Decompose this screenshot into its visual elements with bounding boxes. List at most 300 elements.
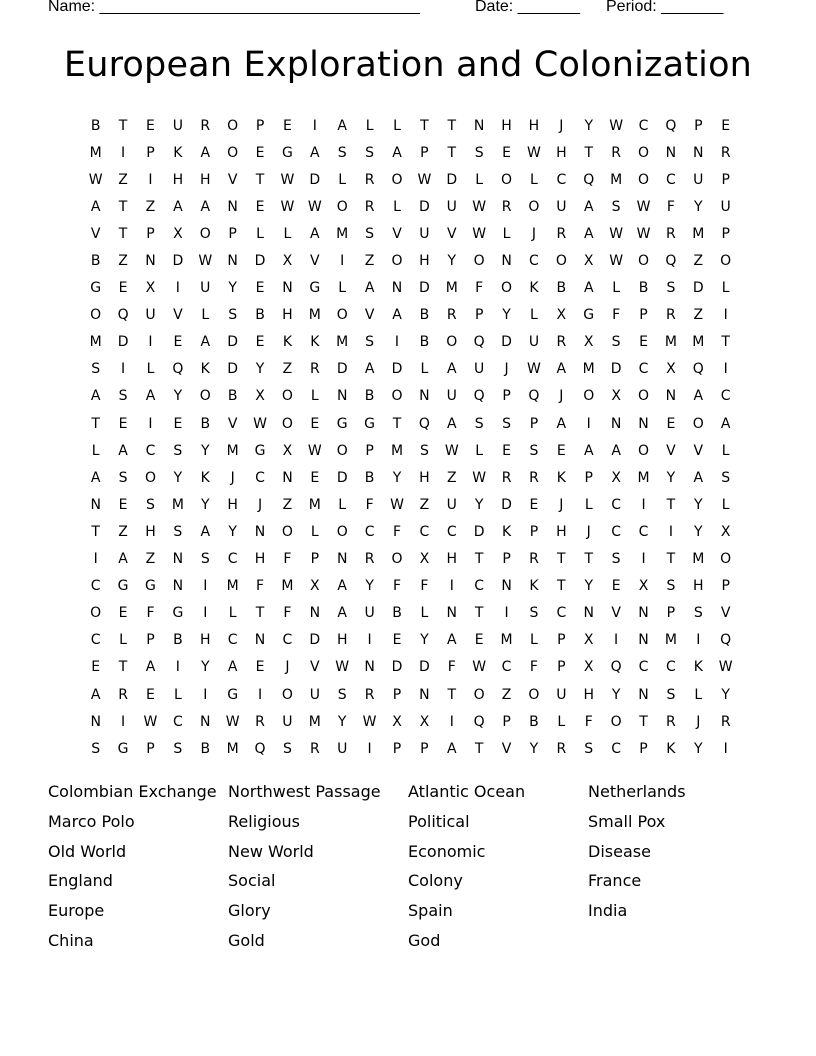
grid-letter: O [692,415,704,432]
grid-letter: Z [145,551,156,568]
grid-letter: D [501,496,512,513]
grid-letter: O [583,388,595,405]
grid-letter: W [307,442,322,459]
grid-letter: A [200,144,211,161]
grid-row [82,464,742,491]
grid-letter: N [665,144,677,161]
grid-letter: Y [200,496,210,513]
grid-letter: O [336,442,348,459]
grid-letter: L [721,442,730,459]
grid-letter: B [90,253,101,270]
grid-letter: O [637,253,650,270]
grid-letter: A [145,659,156,676]
grid-letter: P [146,632,155,649]
grid-letter: P [310,551,320,568]
grid-letter: W [198,253,213,270]
grid-letter: L [420,361,429,378]
grid-letter: A [583,442,594,459]
grid-letter: P [146,740,155,757]
grid-letter: U [693,171,704,188]
grid-letter: W [609,225,624,242]
grid-letter: E [611,578,621,595]
grid-letter: H [501,117,512,134]
grid-letter: J [285,659,290,676]
grid-letter: E [721,117,731,134]
grid-letter: U [446,198,457,215]
grid-letter: O [501,280,513,297]
grid-letter: I [696,632,701,649]
grid-letter: O [637,388,650,405]
grid-letter: K [529,578,539,595]
grid-letter: O [391,171,403,188]
grid-letter: Z [364,253,375,270]
grid-letter: V [310,659,320,676]
grid-letter: T [118,225,128,242]
grid-letter: W [362,713,377,730]
grid-letter: V [446,225,457,242]
grid-letter: I [723,307,728,324]
grid-letter: I [312,117,317,134]
grid-letter: C [556,171,567,188]
grid-letter: B [419,334,430,351]
grid-letter: P [502,713,511,730]
grid-letter: H [419,253,430,270]
grid-letter: C [666,659,676,676]
grid-letter: N [419,388,430,405]
grid-letter: R [255,713,265,730]
grid-letter: Y [200,442,210,459]
grid-letter: A [200,523,211,540]
grid-letter: P [721,171,730,188]
grid-letter: B [529,713,539,730]
grid-letter: S [365,225,375,242]
grid-letter: R [556,225,567,242]
grid-letter: X [255,388,265,405]
grid-letter: M [692,334,705,351]
grid-letter: S [666,578,676,595]
grid-letter: E [310,415,320,432]
grid-letter: E [118,280,128,297]
grid-letter: A [446,740,457,757]
grid-letter: I [148,171,153,188]
grid-letter: G [254,442,266,459]
grid-letter: D [418,280,430,297]
grid-letter: M [336,225,349,242]
grid-letter: I [641,551,646,568]
grid-letter: M [664,334,677,351]
grid-letter: Z [282,496,293,513]
grid-letter: B [227,388,238,405]
grid-letter: A [173,198,183,215]
word-list-item: Northwest Passage [228,782,381,801]
grid-letter: O [720,551,732,568]
grid-letter: A [200,198,211,215]
grid-letter: D [172,253,184,270]
grid-letter: A [364,280,375,297]
word-list-item: Religious [228,811,300,831]
grid-letter: J [559,388,564,405]
grid-letter: Q [418,415,430,432]
grid-letter: P [146,225,155,242]
grid-letter: S [91,740,101,757]
grid-letter: M [171,496,184,513]
grid-letter: Q [665,117,677,134]
grid-letter: W [609,253,624,270]
grid-letter: N [254,632,266,649]
grid-letter: F [612,307,621,324]
grid-letter: X [145,280,156,297]
grid-letter: P [502,551,511,568]
grid-letter: H [172,171,184,188]
grid-letter: K [173,144,183,161]
grid-letter: S [365,334,375,351]
grid-letter: N [501,253,512,270]
grid-letter: E [474,632,484,649]
grid-letter: I [203,578,208,595]
grid-letter: Z [693,253,704,270]
grid-letter: R [666,307,676,324]
grid-letter: A [310,225,320,242]
grid-letter: Z [446,469,457,486]
grid-letter: Q [692,361,704,378]
grid-letter: X [282,442,293,459]
grid-letter: L [228,605,237,622]
grid-letter: T [392,415,402,432]
grid-letter: R [556,740,567,757]
grid-letter: W [280,171,295,188]
word-list-item: China [48,930,94,950]
grid-letter: E [502,144,511,161]
grid-letter: O [336,523,348,540]
grid-letter: I [203,686,208,703]
grid-letter: A [227,659,238,676]
grid-letter: J [230,469,235,486]
grid-letter: P [502,388,511,405]
grid-letter: N [665,388,677,405]
name-field-label: Name: ____________________________________ [48,0,420,15]
grid-letter: C [227,551,238,568]
grid-row [82,329,742,356]
grid-letter: A [693,469,704,486]
grid-letter: B [556,280,567,297]
grid-letter: R [720,713,731,730]
grid-letter: A [611,442,621,459]
grid-letter: Y [502,307,511,324]
grid-letter: H [199,632,211,649]
grid-letter: U [556,686,567,703]
grid-letter: U [419,225,430,242]
grid-letter: W [280,198,295,215]
grid-letter: A [145,388,156,405]
grid-letter: C [364,523,375,540]
grid-letter: O [610,713,622,730]
grid-letter: O [281,523,293,540]
grid-letter: V [720,605,731,622]
grid-letter: P [529,415,539,432]
grid-letter: S [474,144,484,161]
grid-letter: I [723,740,728,757]
grid-letter: M [308,307,321,324]
grid-letter: W [472,225,487,242]
grid-letter: E [666,415,676,432]
grid-letter: E [146,117,155,134]
grid-letter: X [638,578,649,595]
header-fields [48,0,768,20]
grid-letter: M [692,225,705,242]
grid-letter: T [255,171,265,188]
grid-letter: Q [117,307,129,324]
grid-letter: W [472,659,487,676]
grid-letter: U [528,334,540,351]
grid-letter: O [144,469,156,486]
grid-letter: S [337,144,347,161]
grid-letter: Z [282,361,293,378]
grid-letter: T [474,605,484,622]
grid-letter: X [583,659,594,676]
grid-letter: B [638,280,649,297]
grid-letter: Z [118,523,128,540]
word-list-item: Spain [408,901,453,921]
grid-letter: E [502,442,511,459]
grid-letter: W [527,361,541,378]
grid-letter: C [638,361,649,378]
grid-letter: E [173,415,183,432]
grid-letter: L [173,686,182,703]
grid-letter: P [639,740,648,757]
grid-letter: T [447,144,457,161]
grid-letter: K [666,740,676,757]
grid-letter: R [309,361,320,378]
grid-letter: S [282,740,292,757]
grid-letter: B [255,307,265,324]
grid-row [82,220,742,247]
grid-letter: I [394,334,400,351]
grid-letter: N [172,551,184,568]
grid-letter: S [611,334,621,351]
grid-letter: C [474,578,485,595]
grid-letter: G [336,415,348,432]
grid-letter: P [228,225,237,242]
grid-row [82,166,742,193]
grid-letter: B [173,632,183,649]
grid-letter: L [283,225,292,242]
grid-letter: I [121,144,126,161]
grid-letter: C [611,740,621,757]
grid-letter: T [420,117,429,134]
grid-letter: E [255,198,265,215]
grid-letter: Q [583,171,595,188]
grid-letter: A [392,307,402,324]
grid-letter: S [200,551,210,568]
grid-letter: U [556,198,567,215]
grid-letter: F [584,713,593,730]
grid-letter: L [310,388,319,405]
grid-letter: O [199,225,211,242]
grid-letter: D [418,198,430,215]
grid-letter: F [283,551,292,568]
grid-letter: P [557,632,566,649]
grid-letter: E [173,334,183,351]
grid-letter: K [310,334,320,351]
word-list-item: New World [228,841,314,861]
grid-row [82,518,742,545]
grid-row [82,491,742,518]
grid-row [82,654,742,681]
grid-letter: A [720,415,731,432]
grid-letter: Y [173,469,183,486]
grid-letter: U [446,496,457,513]
grid-letter: W [88,171,103,188]
grid-letter: S [666,280,676,297]
grid-row [82,193,742,220]
grid-letter: Y [584,578,593,595]
letter-grid [82,112,742,762]
grid-letter: J [586,523,591,540]
grid-letter: N [282,469,293,486]
grid-letter: S [118,388,128,405]
grid-letter: H [556,144,567,161]
grid-letter: J [559,496,564,513]
grid-letter: X [419,713,430,730]
grid-letter: L [475,171,484,188]
grid-letter: N [583,605,594,622]
grid-letter: V [693,442,704,459]
grid-letter: X [611,388,621,405]
grid-letter: A [583,225,594,242]
grid-letter: Y [392,469,402,486]
grid-letter: C [529,253,539,270]
grid-letter: D [227,334,239,351]
grid-letter: L [530,307,538,324]
grid-letter: U [172,117,183,134]
grid-letter: O [90,605,102,622]
grid-letter: O [281,686,293,703]
grid-letter: C [611,496,621,513]
grid-letter: X [173,225,183,242]
grid-letter: V [173,307,183,324]
word-list-item: Gold [228,930,265,950]
grid-letter: F [666,198,675,215]
grid-letter: L [530,632,538,649]
word-list-item: Glory [228,901,271,921]
grid-letter: A [337,605,347,622]
grid-letter: O [528,686,540,703]
word-list-item: India [588,901,628,921]
grid-letter: O [446,334,458,351]
grid-letter: A [118,442,128,459]
word-list-item: Netherlands [588,782,686,801]
word-list-item: France [588,871,642,891]
grid-row [82,708,742,735]
grid-letter: U [309,686,320,703]
grid-letter: N [254,523,266,540]
word-list-item: God [408,930,441,950]
grid-letter: N [90,713,101,730]
grid-letter: N [227,198,238,215]
grid-letter: A [446,361,457,378]
grid-letter: X [583,632,594,649]
grid-row [82,139,742,166]
grid-letter: D [391,659,403,676]
grid-letter: M [637,469,650,486]
grid-letter: I [449,713,454,730]
grid-letter: P [365,442,374,459]
grid-letter: A [90,198,101,215]
grid-letter: Z [693,307,704,324]
grid-letter: X [583,253,594,270]
grid-letter: O [501,171,513,188]
grid-letter: E [255,280,265,297]
grid-letter: K [200,469,210,486]
grid-letter: U [446,388,457,405]
grid-letter: P [420,740,429,757]
grid-letter: N [693,144,704,161]
grid-letter: W [143,713,158,730]
grid-letter: A [364,361,375,378]
grid-letter: D [446,171,458,188]
grid-letter: C [611,523,621,540]
grid-letter: G [227,686,239,703]
grid-letter: C [638,523,649,540]
grid-letter: Y [228,280,237,297]
grid-letter: L [365,117,374,134]
grid-letter: I [504,605,509,622]
grid-letter: A [693,388,704,405]
grid-letter: A [90,686,101,703]
grid-letter: W [636,225,651,242]
word-column [48,777,228,956]
grid-letter: M [390,442,404,459]
grid-letter: R [501,469,512,486]
grid-letter: N [364,659,375,676]
grid-letter: T [118,117,128,134]
grid-letter: M [281,578,294,595]
grid-letter: D [117,334,129,351]
grid-letter: M [336,334,349,351]
grid-letter: B [364,388,375,405]
grid-letter: R [364,198,375,215]
grid-row [82,546,742,573]
grid-letter: D [254,253,266,270]
grid-letter: W [307,198,322,215]
grid-letter: M [445,280,458,297]
grid-letter: Y [420,632,429,649]
grid-letter: A [337,117,347,134]
grid-letter: O [720,253,732,270]
grid-letter: I [340,253,345,270]
grid-letter: N [473,117,485,134]
grid-letter: I [121,713,126,730]
grid-letter: R [720,144,731,161]
word-list-item: Europe [48,901,105,921]
grid-letter: U [200,280,211,297]
grid-letter: T [557,578,566,595]
grid-letter: Y [694,740,703,757]
grid-letter: O [227,144,239,161]
grid-letter: I [668,523,673,540]
grid-letter: L [557,713,566,730]
grid-letter: A [556,415,567,432]
grid-letter: Y [721,686,730,703]
grid-letter: O [637,442,650,459]
grid-letter: U [720,198,731,215]
grid-letter: K [693,659,703,676]
grid-letter: S [529,605,539,622]
grid-letter: G [364,415,376,432]
grid-letter: T [639,713,648,730]
grid-letter: B [392,605,402,622]
grid-letter: B [364,469,375,486]
